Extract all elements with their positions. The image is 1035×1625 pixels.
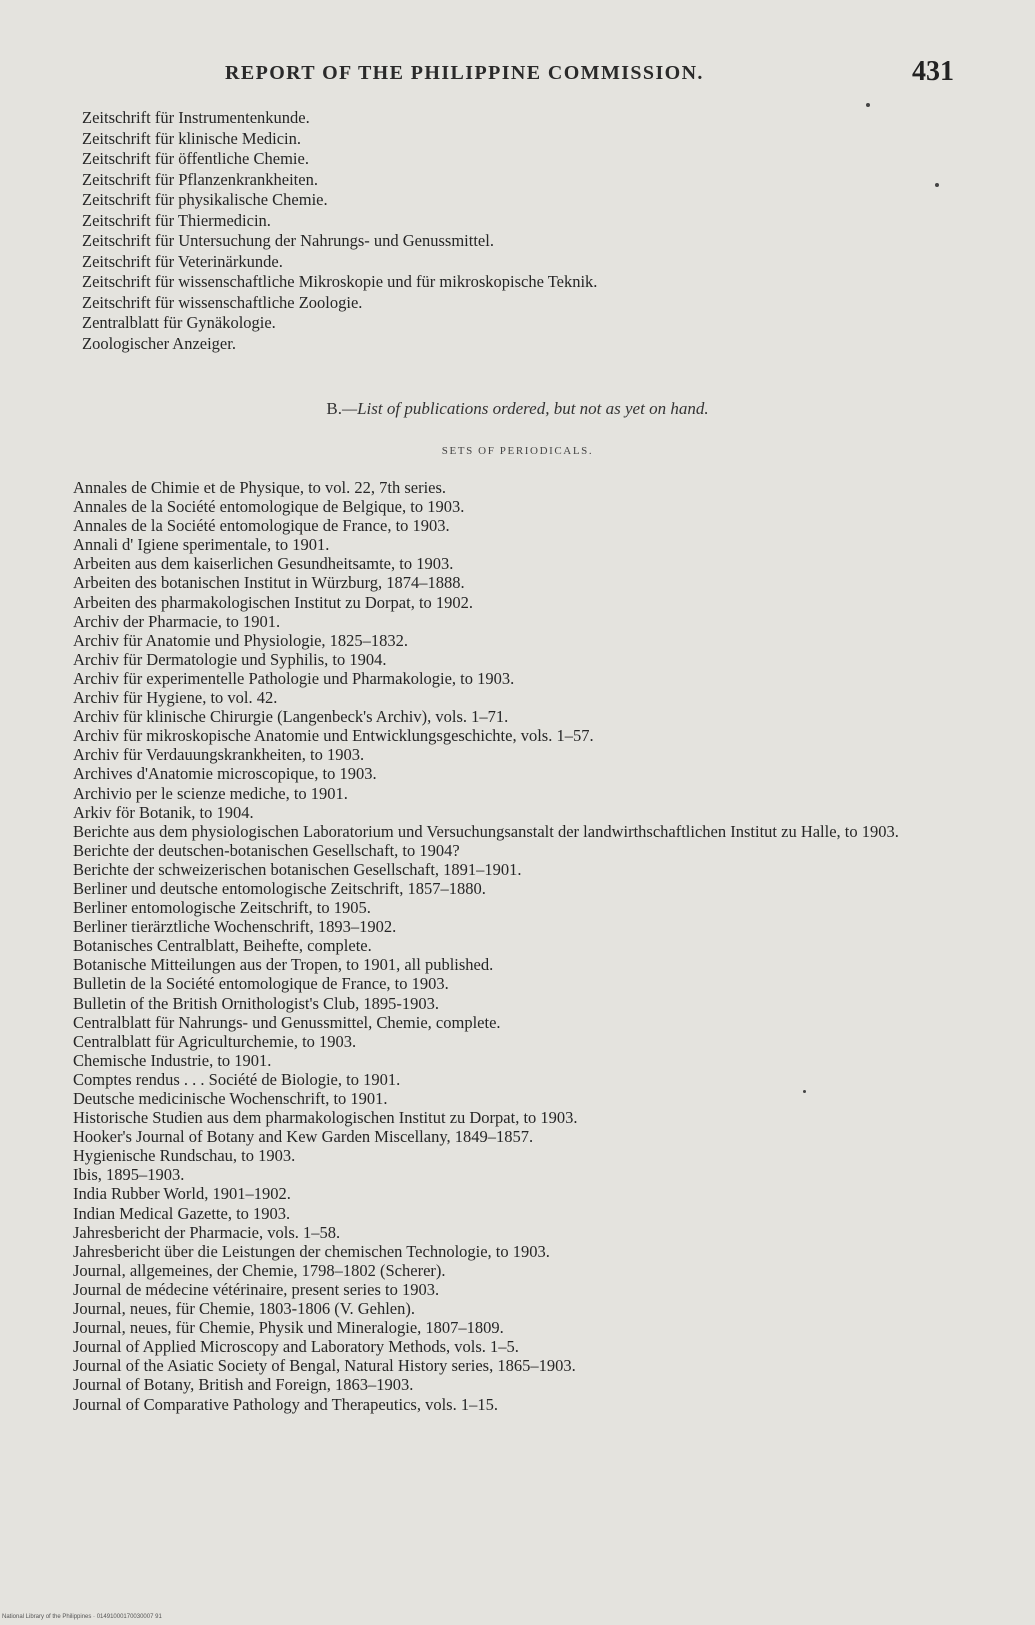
section-b-title: —List of publications ordered, but not as yet on hand. — [341, 399, 709, 418]
list-item: Historische Studien aus dem pharmakologischen Institut zu Dorpat, to 1903. — [73, 1108, 578, 1128]
page-number: 431 — [912, 56, 954, 87]
list-item: Botanisches Centralblatt, Beihefte, complete. — [73, 936, 372, 956]
list-item: Archiv der Pharmacie, to 1901. — [73, 611, 281, 631]
list-item: Annales de Chimie et de Physique, to vol. 22, 7th series. — [73, 478, 447, 497]
list-item: Journal of the Asiatic Society of Bengal, Natural History series, 1865–1903. — [73, 1356, 576, 1376]
list-item: Zeitschrift für physikalische Chemie. — [82, 190, 328, 209]
section-b-letter: B. — [326, 399, 342, 418]
list-item: Comptes rendus . . . Société de Biologie, to 1901. — [73, 1069, 401, 1089]
list-ordered-periodicals — [73, 478, 1007, 1414]
list-item: Archives d'Anatomie microscopique, to 1903. — [73, 764, 377, 784]
list-item: Zeitschrift für Pflanzenkrankheiten. — [82, 169, 318, 189]
list-item: Berichte der deutschen-botanischen Gesellschaft, to 1904? — [73, 840, 460, 860]
list-item: Zeitschrift für wissenschaftliche Mikroskopie und für mikroskopische Teknik. — [82, 272, 598, 291]
list-item: Ibis, 1895–1903. — [73, 1165, 185, 1185]
list-item: Zeitschrift für öffentliche Chemie. — [82, 149, 309, 168]
list-item: Annali d' Igiene sperimentale, to 1901. — [73, 535, 330, 555]
list-item: Journal, neues, für Chemie, 1803-1806 (V. Gehlen). — [73, 1299, 415, 1319]
list-item: Annales de la Société entomologique de France, to 1903. — [73, 516, 450, 536]
list-item: Hygienische Rundschau, to 1903. — [73, 1146, 296, 1166]
list-item: Journal of Botany, British and Foreign, 1863–1903. — [73, 1375, 414, 1395]
list-item: Zeitschrift für Thiermedicin. — [82, 210, 271, 230]
list-item: Zeitschrift für Veterinärkunde. — [82, 251, 283, 271]
list-item: Arbeiten des pharmakologischen Institut zu Dorpat, to 1902. — [73, 592, 474, 612]
list-item: Archiv für experimentelle Pathologie und Pharmakologie, to 1903. — [73, 668, 515, 688]
list-item: Zeitschrift für Instrumentenkunde. — [82, 108, 310, 127]
list-item: Journal de médecine vétérinaire, present series to 1903. — [73, 1279, 440, 1299]
list-item: Indian Medical Gazette, to 1903. — [73, 1203, 291, 1223]
paper-speck — [866, 103, 870, 107]
list-item: Journal, neues, für Chemie, Physik und Mineralogie, 1807–1809. — [73, 1318, 504, 1338]
list-item: Journal, allgemeines, der Chemie, 1798–1802 (Scherer). — [73, 1260, 446, 1280]
list-item: Deutsche medicinische Wochenschrift, to 1901. — [73, 1089, 388, 1108]
list-item: Arkiv för Botanik, to 1904. — [73, 802, 254, 822]
list-item: Zoologischer Anzeiger. — [82, 333, 236, 353]
list-item: Berliner tierärztliche Wochenschrift, 1893–1902. — [73, 917, 397, 937]
list-item: Chemische Industrie, to 1901. — [73, 1050, 272, 1070]
list-item: Zeitschrift für wissenschaftliche Zoologie. — [82, 292, 363, 312]
list-item: Berichte aus dem physiologischen Laboratorium und Versuchungsanstalt der landwirthschaftlichen Institut zu Halle, to 1903. — [73, 821, 899, 841]
paper-speck — [935, 183, 939, 187]
list-item: Hooker's Journal of Botany and Kew Garden Miscellany, 1849–1857. — [73, 1127, 534, 1147]
list-item: Archiv für mikroskopische Anatomie und Entwicklungsgeschichte, vols. 1–57. — [73, 726, 594, 746]
list-item: Bulletin of the British Ornithologist's Club, 1895-1903. — [73, 993, 439, 1013]
list-item: India Rubber World, 1901–1902. — [73, 1184, 291, 1204]
list-item: Journal of Comparative Pathology and Therapeutics, vols. 1–15. — [73, 1394, 498, 1414]
list-item: Archiv für klinische Chirurgie (Langenbeck's Archiv), vols. 1–71. — [73, 707, 509, 727]
list-item: Journal of Applied Microscopy and Laboratory Methods, vols. 1–5. — [73, 1337, 519, 1357]
list-item: Jahresbericht der Pharmacie, vols. 1–58. — [73, 1222, 341, 1242]
list-item: Archiv für Anatomie und Physiologie, 1825–1832. — [73, 630, 409, 650]
list-item: Zeitschrift für Untersuchung der Nahrungs- und Genussmittel. — [82, 231, 494, 250]
list-item: Arbeiten aus dem kaiserlichen Gesundheitsamte, to 1903. — [73, 554, 454, 574]
sets-of-periodicals-heading: SETS OF PERIODICALS. — [441, 445, 594, 457]
list-item: Arbeiten des botanischen Institut in Würzburg, 1874–1888. — [73, 573, 465, 593]
list-item: Jahresbericht über die Leistungen der chemischen Technologie, to 1903. — [73, 1241, 550, 1261]
list-item: Berliner und deutsche entomologische Zeitschrift, 1857–1880. — [73, 878, 486, 898]
list-item: Zeitschrift für klinische Medicin. — [82, 128, 302, 148]
scan-credit: National Library of the Philippines · 01491000170030007 91 — [2, 1614, 162, 1620]
section-b-heading — [0, 399, 1035, 419]
list-item: Berliner entomologische Zeitschrift, to 1905. — [73, 898, 371, 918]
list-item: Bulletin de la Société entomologique de France, to 1903. — [73, 974, 449, 994]
list-item: Centralblatt für Nahrungs- und Genussmittel, Chemie, complete. — [73, 1012, 501, 1032]
list-item: Archiv für Hygiene, to vol. 42. — [73, 688, 278, 708]
list-item: Annales de la Société entomologique de Belgique, to 1903. — [73, 497, 465, 517]
list-item: Archivio per le scienze mediche, to 1901. — [73, 783, 348, 803]
list-item: Archiv für Dermatologie und Syphilis, to 1904. — [73, 649, 387, 669]
list-item: Archiv für Verdauungskrankheiten, to 1903. — [73, 745, 365, 765]
list-continued-periodicals — [82, 108, 597, 354]
list-item: Berichte der schweizerischen botanischen Gesellschaft, 1891–1901. — [73, 859, 522, 879]
running-title: REPORT OF THE PHILIPPINE COMMISSION. — [225, 62, 704, 84]
list-item: Centralblatt für Agriculturchemie, to 1903. — [73, 1031, 357, 1051]
paper-speck — [803, 1090, 806, 1093]
list-item: Botanische Mitteilungen aus der Tropen, to 1901, all published. — [73, 955, 494, 975]
list-item: Zentralblatt für Gynäkologie. — [82, 313, 276, 332]
